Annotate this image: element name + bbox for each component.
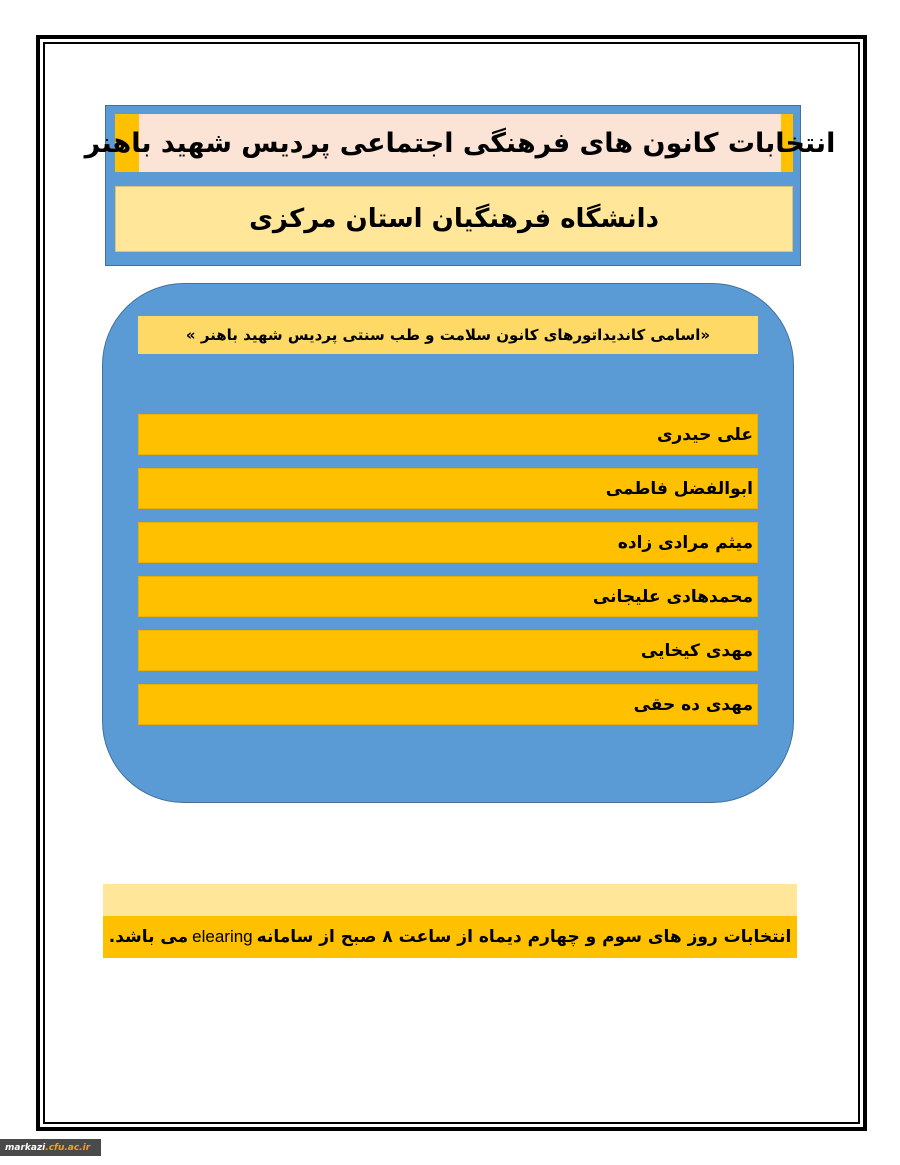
candidate-name: مهدی کیخایی [640, 640, 753, 661]
candidates-list [138, 414, 758, 738]
badge-suffix: .cfu.ac.ir [45, 1142, 91, 1153]
candidate-row [138, 414, 758, 455]
candidates-caption-text: «اسامی کاندیداتورهای کانون سلامت و طب سنتی پردیس شهید باهنر » [185, 326, 711, 344]
page-title: انتخابات کانون های فرهنگی اجتماعی پردیس شهید باهنر [84, 127, 836, 159]
candidates-caption [138, 316, 758, 354]
header-box [84, 105, 836, 266]
site-watermark-badge [0, 1139, 101, 1156]
candidate-row [138, 468, 758, 509]
candidate-name: میثم مرادی زاده [617, 532, 753, 553]
candidate-row [138, 684, 758, 725]
candidate-name: محمدهادی علیجانی [592, 586, 753, 607]
footer-band-top [103, 884, 797, 916]
header-title-inner [84, 114, 836, 172]
footer-text-before: انتخابات روز های سوم و چهارم دیماه از ساعت ۸ صبح از سامانه [256, 927, 792, 947]
candidate-row [138, 522, 758, 563]
header-subtitle-band [115, 186, 793, 252]
header-title-band [84, 114, 836, 172]
page-subtitle: دانشگاه فرهنگیان استان مرکزی [249, 204, 659, 234]
candidate-name: علی حیدری [656, 424, 753, 445]
footer-text-after: می باشد. [108, 927, 189, 947]
candidate-row [138, 576, 758, 617]
footer-system-name: elearing [192, 927, 253, 946]
candidate-row [138, 630, 758, 671]
candidate-name: مهدی ده حقی [633, 694, 753, 715]
candidates-panel [102, 283, 794, 803]
candidate-name: ابوالفضل فاطمی [605, 478, 753, 499]
badge-prefix: markazi [5, 1142, 46, 1153]
footer-notice [103, 916, 797, 958]
